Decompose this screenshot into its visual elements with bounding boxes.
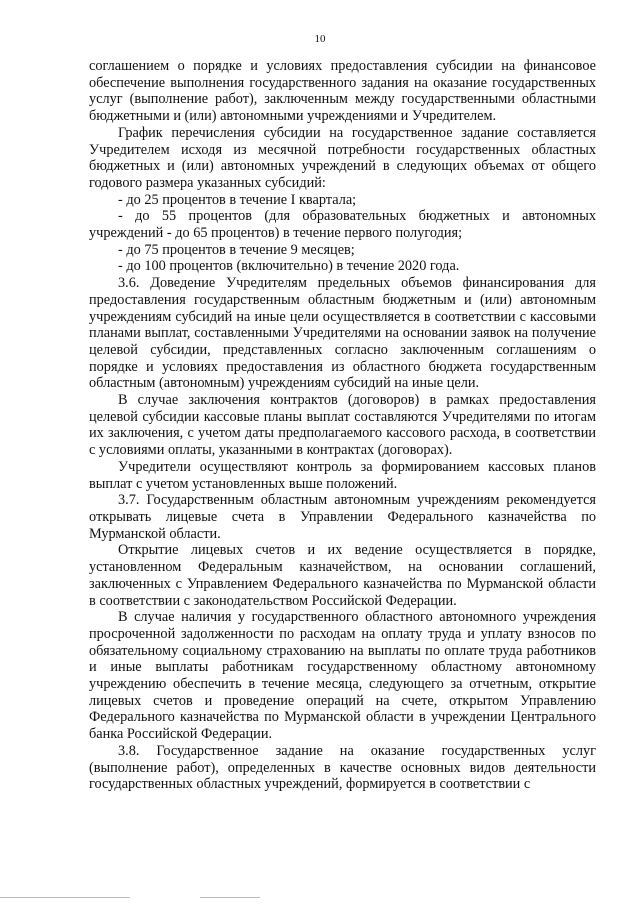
- paragraph-payment-schedule: График перечисления субсидии на государственное задание составляется Учредителем исходя из месячной потребности государственных областных бюджетных и (или) автономных учреждений в следующих объемах от общего годового размера указанных субсидий:: [89, 124, 596, 191]
- footer-rule-mid: [200, 897, 260, 898]
- list-item-full-year: - до 100 процентов (включительно) в течение 2020 года.: [118, 258, 460, 275]
- list-item-q1: - до 25 процентов в течение I квартала;: [118, 191, 357, 208]
- list-item-half-year: - до 55 процентов (для образовательных бюджетных и автономных учреждений - до 65 процентов) в течение первого полугодия;: [89, 208, 596, 242]
- paragraph-control: Учредители осуществляют контроль за формированием кассовых планов выплат с учетом установленных выше положений.: [89, 458, 596, 492]
- paragraph-3-6: 3.6. Доведение Учредителям предельных объемов финансирования для предоставления государственным областным бюджетным и (или) автономным учреждениям субсидий на иные цели осуществляется в соответствии с кассовыми планами выплат, составленными Учредителями на основании заявок на получение целевой субсидии, представленных согласно заключенным соглашениям о порядке и условиях предоставления из областного бюджета государственным областным (автономным) учреждениям субсидий на иные цели.: [89, 275, 596, 392]
- document-body: [89, 58, 596, 793]
- paragraph-contracts: В случае заключения контрактов (договоров) в рамках предоставления целевой субсидии кассовые планы выплат составляются Учредителями по итогам их заключения, с учетом даты предполагаемого кассового расхода, в соответствии с условиями оплаты, указанными в контрактах (договорах).: [89, 392, 596, 459]
- paragraph-arrears: В случае наличия у государственного областного автономного учреждения просроченной задолженности по расходам на оплату труда и уплату взносов по обязательному социальному страхованию на выплаты по оплате труда работников и иные выплаты работникам государственному областному автономному учреждению обеспечить в течение месяца, следующего за отчетным, открытие лицевых счетов и проведение операций на счете, открытом Управлению Федерального казначейства по Мурманской области в учреждении Центрального банка Российской Федерации.: [89, 609, 596, 743]
- paragraph-3-8: 3.8. Государственное задание на оказание государственных услуг (выполнение работ), определенных в качестве основных видов деятельности государственных областных учреждений, формируется в соответствии с: [89, 742, 596, 793]
- paragraph-3-7: 3.7. Государственным областным автономным учреждениям рекомендуется открывать лицевые счета в Управлении Федерального казначейства по Мурманской области.: [89, 492, 596, 542]
- footer-rule-left: [0, 897, 130, 898]
- paragraph-accounts: Открытие лицевых счетов и их ведение осуществляется в порядке, установленном Федеральным казначейством, на основании соглашений, заключенных с Управлением Федерального казначейства по Мурманской области в соответствии с законодательством Российской Федерации.: [89, 542, 596, 609]
- page-number: 10: [314, 33, 326, 45]
- paragraph-continuation: соглашением о порядке и условиях предоставления субсидии на финансовое обеспечение выполнения государственного задания на оказание государственных услуг (выполнение работ), заключенным между государственными областными бюджетными и (или) автономными учреждениями и Учредителем.: [89, 58, 596, 125]
- list-item-9-months: - до 75 процентов в течение 9 месяцев;: [118, 241, 355, 258]
